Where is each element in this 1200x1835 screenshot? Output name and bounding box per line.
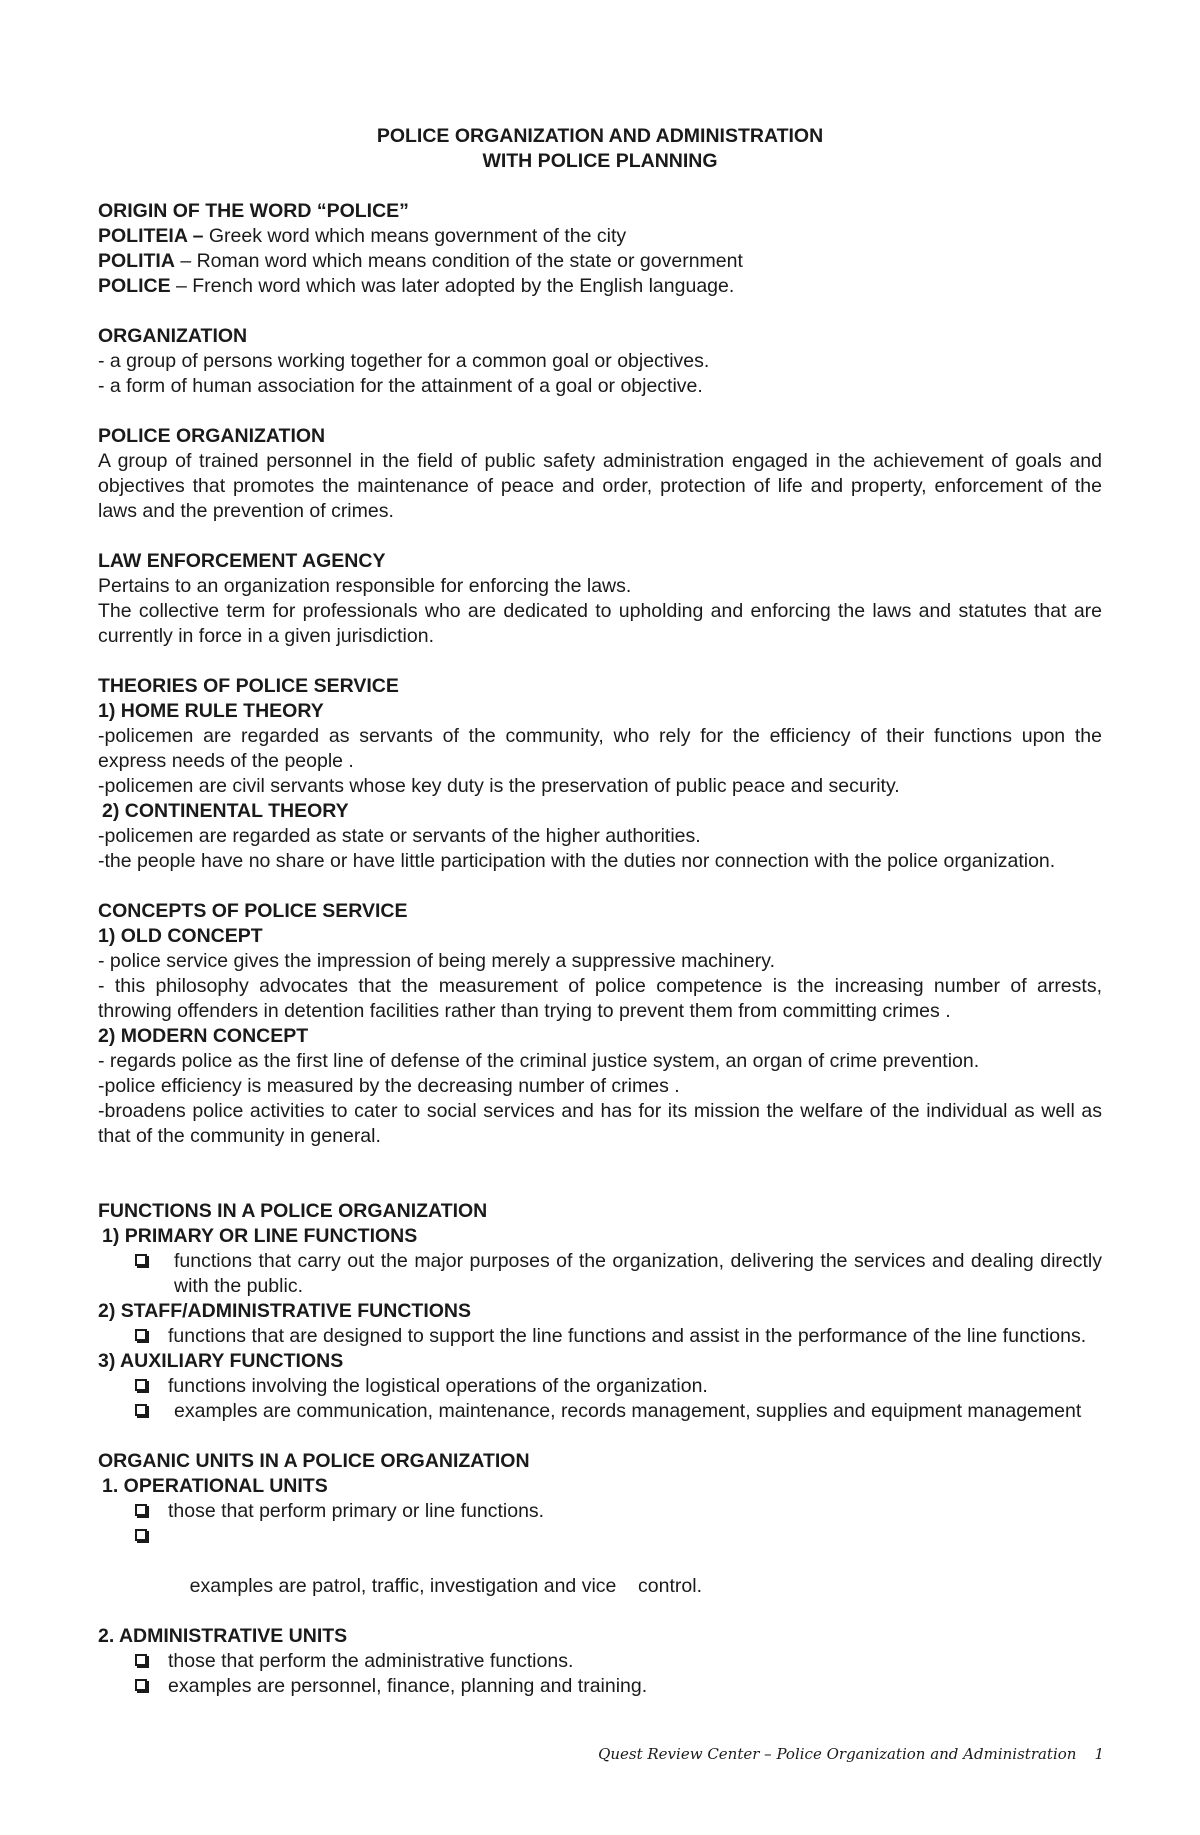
document-title-line-1: POLICE ORGANIZATION AND ADMINISTRATION bbox=[376, 125, 824, 147]
home-rule-line: -policemen are civil servants whose key duty is the preservation of public peace and security. bbox=[98, 775, 900, 797]
old-concept-heading: 1) OLD CONCEPT bbox=[98, 925, 263, 947]
old-concept-line: - police service gives the impression of being merely a suppressive machinery. bbox=[98, 950, 776, 972]
primary-functions-heading: 1) PRIMARY OR LINE FUNCTIONS bbox=[102, 1225, 418, 1247]
law-enforcement-heading: LAW ENFORCEMENT AGENCY bbox=[98, 550, 386, 572]
list-item: functions involving the logistical operations of the organization. bbox=[98, 1374, 1102, 1399]
concepts-heading: CONCEPTS OF POLICE SERVICE bbox=[98, 900, 408, 922]
administrative-units-heading: 2. ADMINISTRATIVE UNITS bbox=[98, 1625, 348, 1647]
checkbox-bullet-icon bbox=[135, 1504, 147, 1516]
list-item: functions that carry out the major purposes of the organization, delivering the services and dealing directly with the public. bbox=[98, 1249, 1102, 1299]
checkbox-bullet-icon bbox=[135, 1679, 147, 1691]
document-page bbox=[98, 124, 1102, 1699]
law-enforcement-line: Pertains to an organization responsible for enforcing the laws. bbox=[98, 575, 632, 597]
auxiliary-functions-heading: 3) AUXILIARY FUNCTIONS bbox=[98, 1350, 344, 1372]
origin-item: POLICE – French word which was later adopted by the English language. bbox=[98, 275, 735, 297]
home-rule-heading: 1) HOME RULE THEORY bbox=[98, 700, 324, 722]
modern-concept-line: -police efficiency is measured by the decreasing number of crimes . bbox=[98, 1075, 680, 1097]
page-number: 1 bbox=[1094, 1745, 1104, 1763]
origin-heading: ORIGIN OF THE WORD “POLICE” bbox=[98, 200, 409, 222]
old-concept-line: - this philosophy advocates that the measurement of police competence is the increasing number of arrests, throwing offenders in detention facilities rather than trying to prevent them from committing crimes . bbox=[98, 975, 1102, 1022]
law-enforcement-line: The collective term for professionals who are dedicated to upholding and enforcing the laws and statutes that are currently in force in a given jurisdiction. bbox=[98, 600, 1102, 647]
modern-concept-line: -broadens police activities to cater to social services and has for its mission the welfare of the individual as well as that of the community in general. bbox=[98, 1100, 1102, 1147]
list-item: examples are communication, maintenance, records management, supplies and equipment management bbox=[98, 1399, 1102, 1424]
home-rule-line: -policemen are regarded as servants of the community, who rely for the efficiency of their functions upon the express needs of the people . bbox=[98, 725, 1102, 772]
police-organization-heading: POLICE ORGANIZATION bbox=[98, 425, 326, 447]
checkbox-bullet-icon bbox=[135, 1529, 147, 1541]
continental-line: -the people have no share or have little participation with the duties nor connection with the police organization. bbox=[98, 850, 1056, 872]
checkbox-bullet-icon bbox=[135, 1379, 147, 1391]
organization-line: - a form of human association for the attainment of a goal or objective. bbox=[98, 375, 703, 397]
list-item: examples are personnel, finance, planning and training. bbox=[98, 1674, 1102, 1699]
page-footer bbox=[598, 1745, 1104, 1763]
continental-line: -policemen are regarded as state or servants of the higher authorities. bbox=[98, 825, 701, 847]
origin-item: POLITEIA – Greek word which means government of the city bbox=[98, 225, 627, 247]
footer-text: Quest Review Center – Police Organization and Administration bbox=[598, 1745, 1077, 1763]
functions-heading: FUNCTIONS IN A POLICE ORGANIZATION bbox=[98, 1200, 488, 1222]
modern-concept-line: - regards police as the first line of defense of the criminal justice system, an organ of crime prevention. bbox=[98, 1050, 980, 1072]
theories-heading: THEORIES OF POLICE SERVICE bbox=[98, 675, 399, 697]
checkbox-bullet-icon bbox=[135, 1404, 147, 1416]
list-item: those that perform primary or line functions. bbox=[98, 1499, 1102, 1524]
organization-heading: ORGANIZATION bbox=[98, 325, 248, 347]
checkbox-bullet-icon bbox=[135, 1329, 147, 1341]
document-title-line-2: WITH POLICE PLANNING bbox=[482, 150, 718, 172]
checkbox-bullet-icon bbox=[135, 1254, 147, 1266]
modern-concept-heading: 2) MODERN CONCEPT bbox=[98, 1025, 309, 1047]
organization-line: - a group of persons working together for a common goal or objectives. bbox=[98, 350, 710, 372]
origin-item: POLITIA – Roman word which means condition of the state or government bbox=[98, 250, 743, 272]
list-item: those that perform the administrative functions. bbox=[98, 1649, 1102, 1674]
operational-units-heading: 1. OPERATIONAL UNITS bbox=[102, 1475, 328, 1497]
organic-units-heading: ORGANIC UNITS IN A POLICE ORGANIZATION bbox=[98, 1450, 530, 1472]
police-organization-text: A group of trained personnel in the field of public safety administration engaged in the achievement of goals and objectives that promotes the maintenance of peace and order, protection of life and property, enforcement of the laws and the prevention of crimes. bbox=[98, 450, 1102, 522]
continental-heading: 2) CONTINENTAL THEORY bbox=[102, 800, 349, 822]
list-item: functions that are designed to support the line functions and assist in the performance of the line functions. bbox=[98, 1324, 1102, 1349]
list-item: examples are patrol, traffic, investigation and vice control. bbox=[98, 1524, 1102, 1624]
staff-functions-heading: 2) STAFF/ADMINISTRATIVE FUNCTIONS bbox=[98, 1300, 472, 1322]
checkbox-bullet-icon bbox=[135, 1654, 147, 1666]
